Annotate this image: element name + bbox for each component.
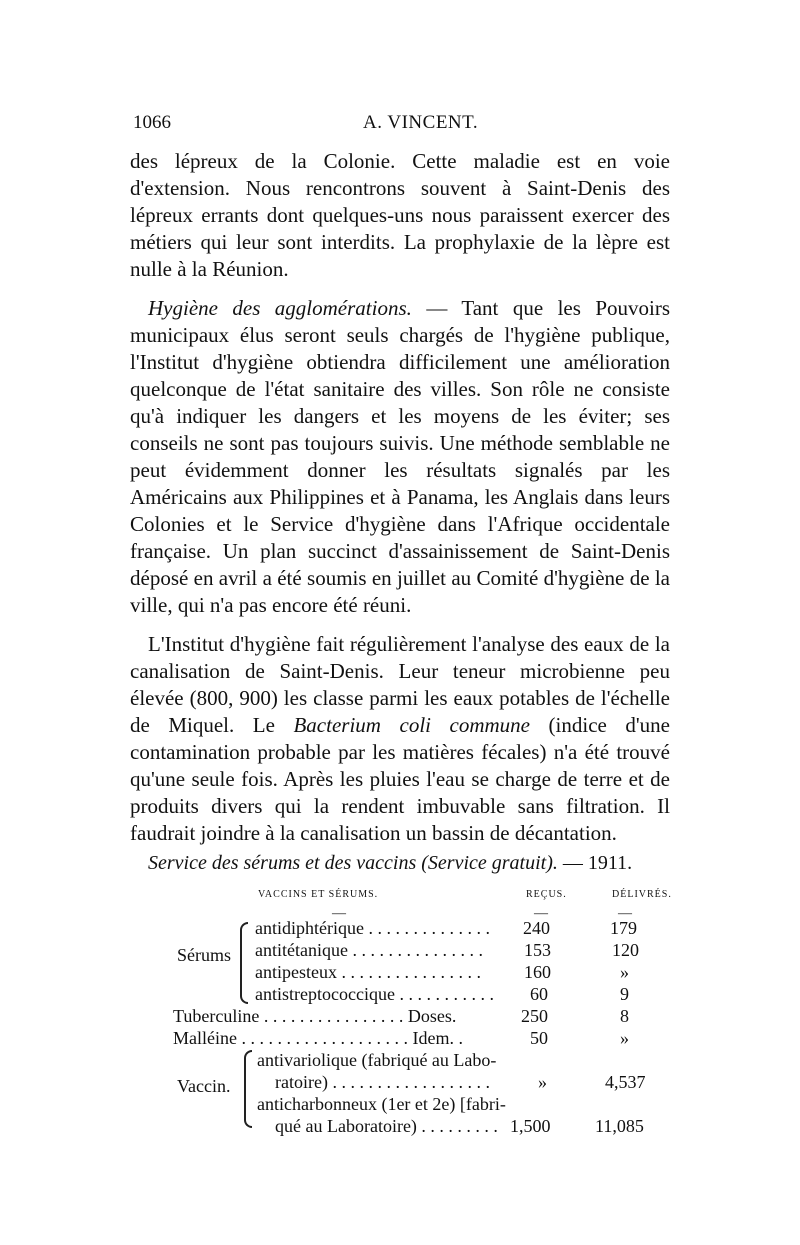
table-row — [130, 962, 670, 984]
table-row — [130, 1072, 670, 1094]
row-recus: » — [538, 1072, 547, 1092]
row-delivres: » — [620, 1028, 629, 1048]
row-label: ratoire) . . . . . . . . . . . . . . . . . . — [275, 1072, 490, 1092]
row-label: antipesteux . . . . . . . . . . . . . . . . — [255, 962, 481, 982]
paragraph-3-italic: Bacterium coli commune — [293, 713, 530, 737]
body-text — [130, 148, 670, 847]
row-label: anticharbonneux (1er et 2e) [fabri- — [257, 1094, 506, 1114]
row-label: Malléine . . . . . . . . . . . . . . . . . . . Idem. . — [173, 1028, 463, 1048]
column-header-delivres: DÉLIVRÉS. — [612, 889, 672, 900]
row-recus: 153 — [524, 940, 551, 960]
row-recus: 250 — [521, 1006, 548, 1026]
dash: — — [534, 906, 548, 921]
row-recus: 1,500 — [510, 1116, 551, 1136]
paragraph-3-text-a: L'Institut d'hygiène fait régulièrement l'analyse des eaux de la canalisation de Saint-Denis. Leur teneur microbienne peu élevée (800, 900) les classe parmi les eaux potables de l'échelle de Miquel. Le — [130, 632, 670, 737]
table-row — [130, 984, 670, 1006]
row-label: antistreptococcique . . . . . . . . . . . — [255, 984, 494, 1004]
paragraph-leprosy — [130, 148, 670, 283]
row-recus: 240 — [523, 918, 550, 938]
table-row — [130, 1116, 670, 1138]
row-recus: 50 — [530, 1028, 548, 1048]
column-header-vaccins: VACCINS ET SÉRUMS. — [258, 889, 379, 900]
running-header — [133, 112, 665, 142]
table-row — [130, 1028, 670, 1050]
row-delivres: 120 — [612, 940, 639, 960]
row-delivres: 9 — [620, 984, 629, 1004]
row-label: qué au Laboratoire) . . . . . . . . . — [275, 1116, 498, 1136]
paragraph-3-text-b: (indice d'une contamination probable par les matières fécales) n'a été trouvé qu'une seule fois. Après les pluies l'eau se charge de terre et de produits divers qui la rendent imbuvable sans filtration. Il faudrait joindre à la canalisation un bassin de décantation. — [130, 713, 670, 845]
running-author: A. VINCENT. — [363, 112, 479, 133]
table-row — [130, 1006, 670, 1028]
dash: — — [332, 906, 346, 921]
paragraph-2-text: — Tant que les Pouvoirs municipaux élus seront seuls chargés de l'hygiène publique, l'Institut d'hygiène obtiendra difficilement une amélioration quelconque de l'état sanitaire des villes. Son rôle ne consiste qu'à indiquer les dangers et les moyens de les éviter; ses conseils ne sont pas toujours suivis. Une méthode semblable ne peut évidemment donner les résultats signalés par les Américains aux Philippines et à Panama, les Anglais dans leurs Colonies et le Service d'hygiène dans l'Afrique occidentale française. Un plan succinct d'assainissement de Saint-Denis déposé en avril a été soumis en juillet au Comité d'hygiène de la ville, qui n'a pas encore été réuni. — [130, 296, 671, 617]
table-row — [130, 1050, 670, 1072]
table-row — [130, 940, 670, 962]
table-title — [148, 852, 668, 875]
dash: — — [618, 906, 632, 921]
paragraph-hygiene — [130, 295, 670, 619]
row-delivres: 8 — [620, 1006, 629, 1026]
page-number: 1066 — [133, 112, 171, 133]
row-recus: 160 — [524, 962, 551, 982]
group-label-serums: Sérums — [177, 945, 231, 965]
row-delivres: 4,537 — [605, 1072, 646, 1092]
table-year: — 1911. — [562, 852, 633, 874]
row-label: Tuberculine . . . . . . . . . . . . . . . . Doses. — [173, 1006, 457, 1026]
paragraph-1-text: des lépreux de la Colonie. Cette maladie est en voie d'extension. Nous rencontrons souvent à Saint-Denis des lépreux errants dont quelques-uns nous paraissent exercer des métiers qui leur sont interdits. La prophylaxie de la lèpre est nulle à la Réunion. — [130, 149, 670, 281]
row-delivres: » — [620, 962, 629, 982]
row-label: antivariolique (fabriqué au Labo- — [257, 1050, 497, 1070]
table-row — [130, 918, 670, 940]
table-row — [130, 1094, 670, 1116]
paragraph-water — [130, 631, 670, 847]
group-label-vaccin: Vaccin. — [177, 1076, 231, 1096]
table-title-text: Service des sérums et des vaccins (Service gratuit). — [148, 852, 558, 874]
row-label: antitétanique . . . . . . . . . . . . . . . — [255, 940, 483, 960]
row-recus: 60 — [530, 984, 548, 1004]
column-header-recus: REÇUS. — [526, 889, 567, 900]
row-label: antidiphtérique . . . . . . . . . . . . . . — [255, 918, 490, 938]
row-delivres: 179 — [610, 918, 637, 938]
section-run-in-heading: Hygiène des agglomérations. — [148, 296, 412, 320]
row-delivres: 11,085 — [595, 1116, 644, 1136]
